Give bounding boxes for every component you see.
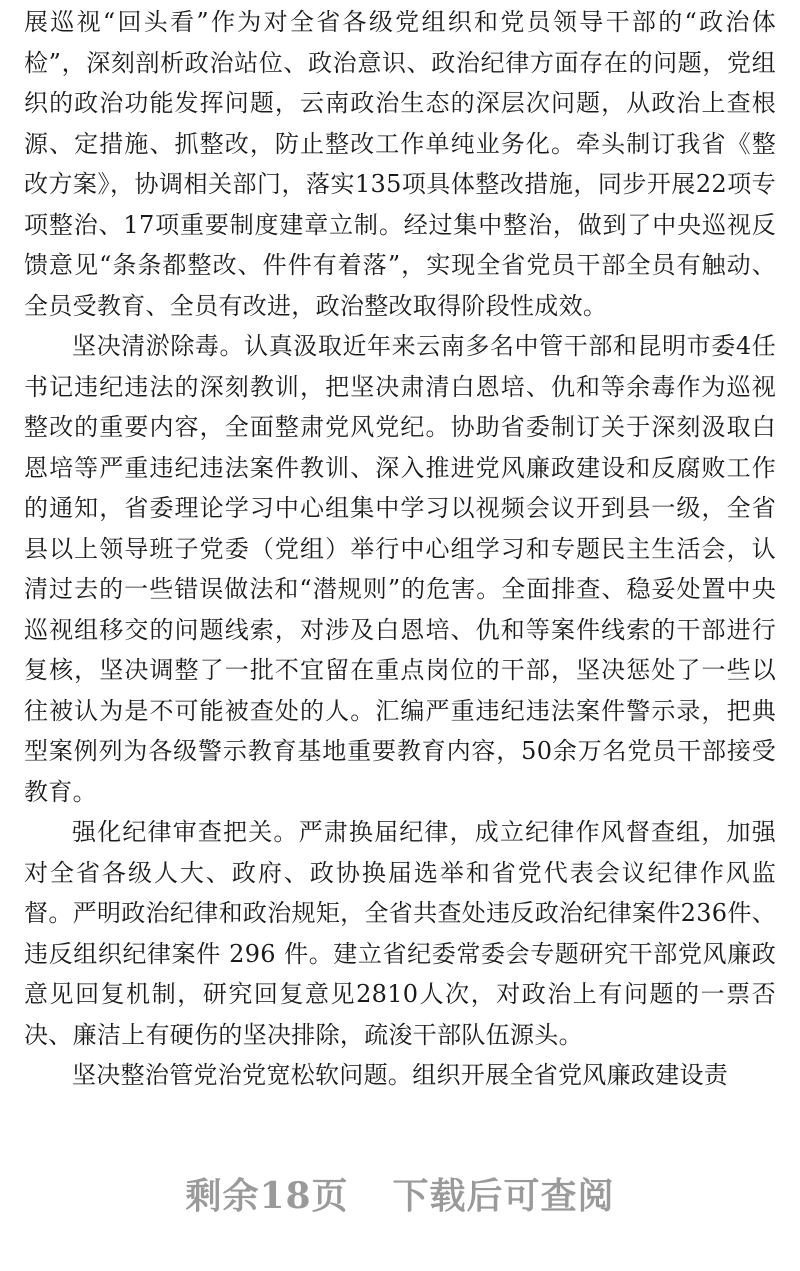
paragraph-1: 展巡视“回头看”作为对全省各级党组织和党员领导干部的“政治体检”，深刻剖析政治站位、政治意识、政治纪律方面存在的问题，党组织的政治功能发挥问题，云南政治生态的深层次问题，从政治上查根源、定措施、抓整改，防止整改工作单纯业务化。牵头制订我省《整改方案》，协调相关部门，落实135项具体整改措施，同步开展22项专项整治、17项重要制度建章立制。经过集中整治，做到了中央巡视反馈意见“条条都整改、件件有着落”，实现全省党员干部全员有触动、全员受教育、全员有改进，政治整改取得阶段性成效。 (24, 8, 776, 320)
download-prompt-banner[interactable] (0, 1168, 800, 1219)
paragraph-2: 坚决清淤除毒。认真汲取近年来云南多名中管干部和昆明市委4任书记违纪违法的深刻教训，把坚决肃清白恩培、仇和等余毒作为巡视整改的重要内容，全面整肃党风党纪。协助省委制订关于深刻汲取白恩培等严重违纪违法案件教训、深入推进党风廉政建设和反腐败工作的通知，省委理论学习中心组集中学习以视频会议开到县一级，全省县以上领导班子党委（党组）举行中心组学习和专题民主生活会，认清过去的一些错误做法和“潜规则”的危害。全面排查、稳妥处置中央巡视组移交的问题线索，对涉及白恩培、仇和等案件线索的干部进行复核，坚决调整了一批不宜留在重点岗位的干部，坚决惩处了一些以往被认为是不可能被查处的人。汇编严重违纪违法案件警示录，把典型案例列为各级警示教育基地重要教育内容，50余万名党员干部接受教育。 (24, 332, 776, 806)
document-body (24, 2, 776, 1096)
download-hint-label[interactable]: 下载后可查阅 (392, 1175, 615, 1217)
paragraph-3: 强化纪律审查把关。严肃换届纪律，成立纪律作风督查组，加强对全省各级人大、政府、政协换届选举和省党代表会议纪律作风监督。严明政治纪律和政治规矩，全省共查处违反政治纪律案件236件、违反组织纪律案件 296 件。建立省纪委常委会专题研究干部党风廉政意见回复机制，研究回复意见2810人次，对政治上有问题的一票否决、廉洁上有硬伤的坚决排除，疏浚干部队伍源头。 (24, 818, 776, 1049)
remaining-pages-label: 剩余18页 (185, 1175, 349, 1217)
paragraph-4: 坚决整治管党治党宽松软问题。组织开展全省党风廉政建设责 (72, 1061, 729, 1089)
